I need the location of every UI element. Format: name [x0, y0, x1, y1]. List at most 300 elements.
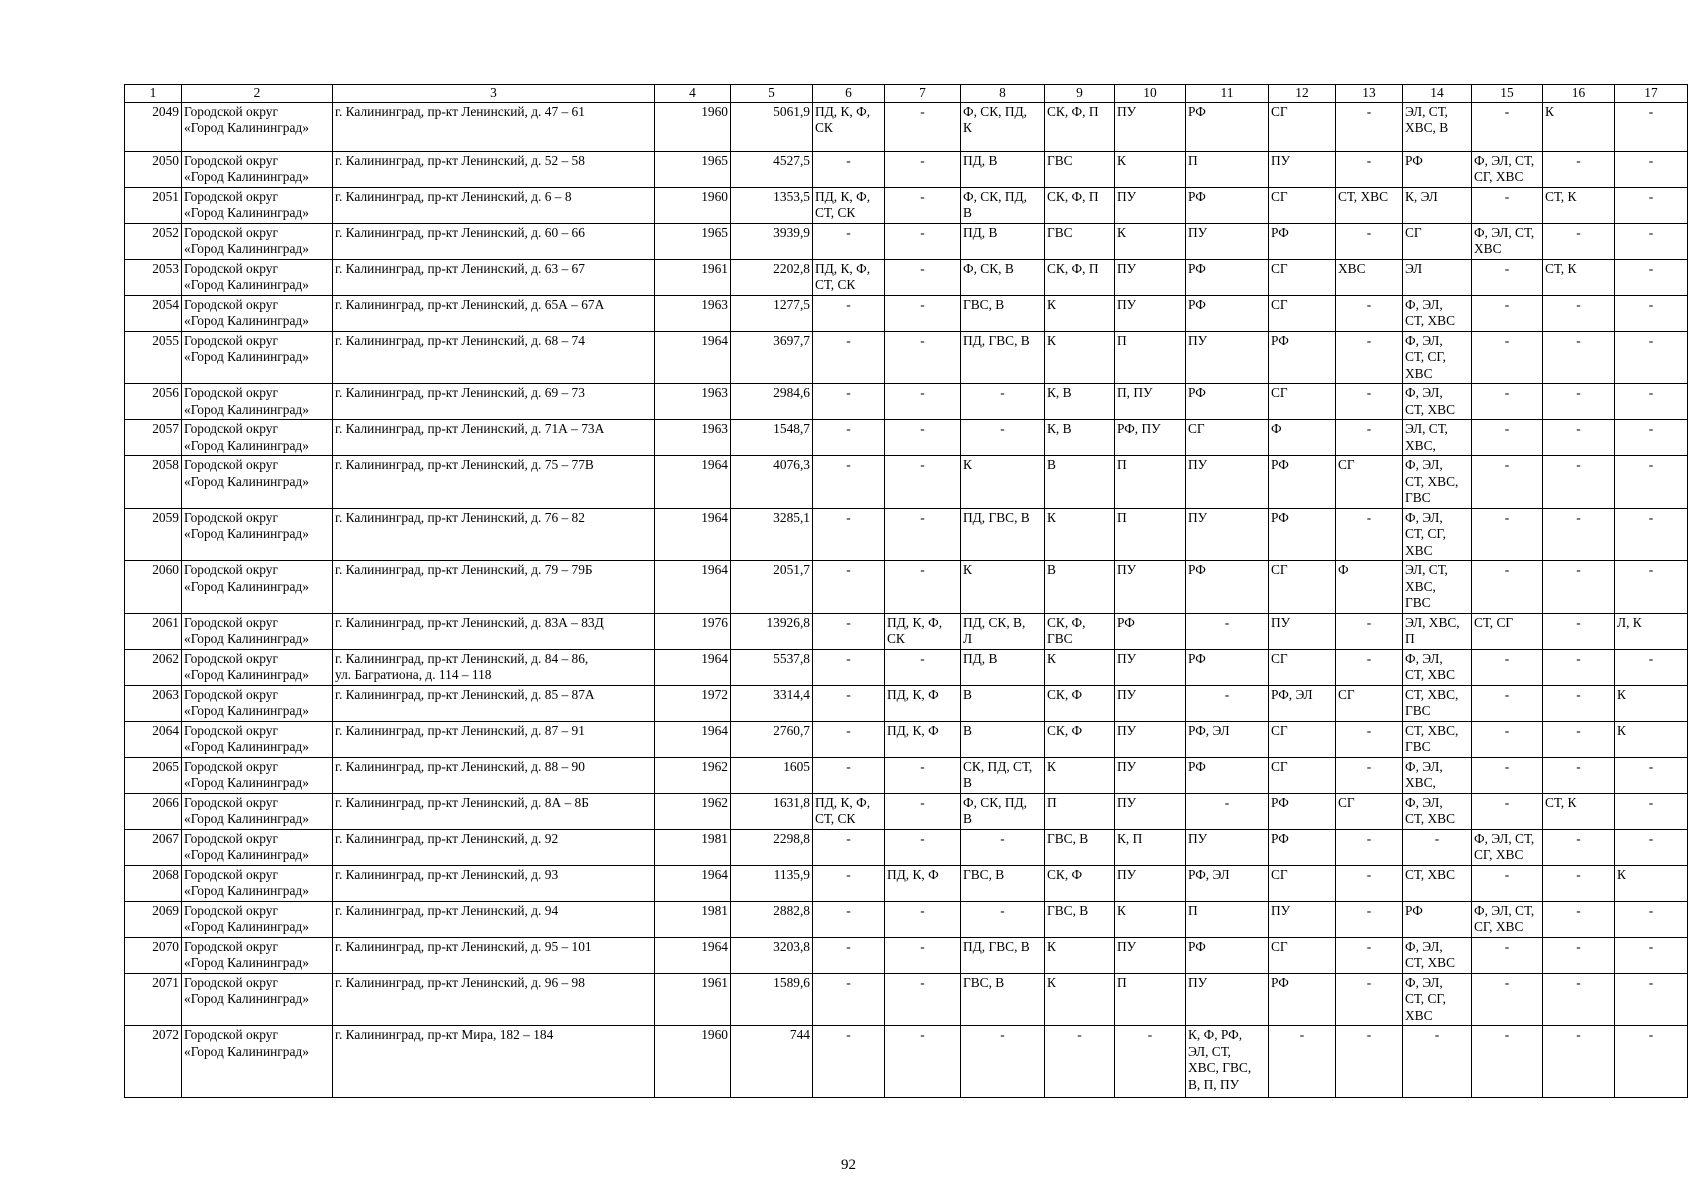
table-cell: г. Калининград, пр-кт Ленинский, д. 92 [333, 829, 655, 865]
table-cell: Л, К [1615, 613, 1688, 649]
table-cell: 2051 [125, 187, 182, 223]
table-cell: 2057 [125, 420, 182, 456]
table-cell: СГ [1269, 721, 1336, 757]
header-cell: 13 [1336, 85, 1403, 103]
table-cell: 744 [731, 1026, 813, 1098]
table-cell: 1960 [655, 1026, 731, 1098]
table-cell: Городской округ «Город Калининград» [182, 151, 333, 187]
table-cell: - [813, 331, 885, 384]
table-cell: ЭЛ, СТ, ХВС, [1403, 420, 1472, 456]
table-cell: 1961 [655, 973, 731, 1026]
table-cell: - [1543, 829, 1615, 865]
table-cell: - [813, 508, 885, 561]
table-cell: - [1336, 865, 1403, 901]
table-cell: - [1615, 295, 1688, 331]
table-cell: г. Калининград, пр-кт Ленинский, д. 63 – 67 [333, 259, 655, 295]
table-cell: - [1543, 420, 1615, 456]
table-cell: - [885, 187, 961, 223]
table-cell: 1964 [655, 508, 731, 561]
table-cell: - [1336, 757, 1403, 793]
table-cell: К, П [1115, 829, 1186, 865]
table-cell: - [885, 151, 961, 187]
table-cell: г. Калининград, пр-кт Ленинский, д. 60 – 66 [333, 223, 655, 259]
table-cell: ГВС, В [961, 865, 1045, 901]
table-cell: г. Калининград, пр-кт Ленинский, д. 65А – 67А [333, 295, 655, 331]
table-cell: 1963 [655, 384, 731, 420]
table-cell: 1962 [655, 793, 731, 829]
table-cell: - [813, 973, 885, 1026]
table-cell: РФ [1186, 937, 1269, 973]
table-cell: 3939,9 [731, 223, 813, 259]
header-cell: 5 [731, 85, 813, 103]
table-cell: - [813, 151, 885, 187]
table-row [125, 420, 1688, 456]
table-cell: ПД, К, Ф, СТ, СК [813, 259, 885, 295]
table-cell: РФ [1186, 259, 1269, 295]
table-cell: СГ [1269, 102, 1336, 151]
table-cell: - [1472, 793, 1543, 829]
table-cell: г. Калининград, пр-кт Ленинский, д. 79 – 79Б [333, 561, 655, 614]
table-cell: Городской округ «Город Калининград» [182, 649, 333, 685]
header-cell: 8 [961, 85, 1045, 103]
table-cell: г. Калининград, пр-кт Ленинский, д. 94 [333, 901, 655, 937]
table-cell: - [813, 901, 885, 937]
table-cell: СГ [1403, 223, 1472, 259]
header-cell: 16 [1543, 85, 1615, 103]
table-cell: - [813, 384, 885, 420]
table-cell: ПУ [1115, 187, 1186, 223]
table-cell: Ф, ЭЛ, СТ, ХВС [1472, 223, 1543, 259]
table-cell: - [1472, 456, 1543, 509]
table-cell: СК, Ф, ГВС [1045, 613, 1115, 649]
table-cell: - [885, 295, 961, 331]
table-row [125, 757, 1688, 793]
table-cell: г. Калининград, пр-кт Ленинский, д. 8А – 8Б [333, 793, 655, 829]
table-cell: СК, Ф, П [1045, 259, 1115, 295]
table-cell: - [1472, 757, 1543, 793]
page-number: 92 [841, 1157, 856, 1173]
table-cell: ПУ [1115, 259, 1186, 295]
table-row [125, 508, 1688, 561]
table-cell: ПУ [1115, 685, 1186, 721]
table-row [125, 331, 1688, 384]
table-cell: ПУ [1115, 295, 1186, 331]
table-cell: Ф, ЭЛ, СТ, ХВС [1403, 937, 1472, 973]
table-cell: - [1336, 613, 1403, 649]
table-cell: К [1045, 757, 1115, 793]
table-cell: К, В [1045, 384, 1115, 420]
table-cell: 1964 [655, 456, 731, 509]
table-cell: К [1115, 901, 1186, 937]
table-cell: К, Ф, РФ, ЭЛ, СТ, ХВС, ГВС, В, П, ПУ [1186, 1026, 1269, 1098]
table-cell: Городской округ «Город Калининград» [182, 561, 333, 614]
table-cell: - [1472, 649, 1543, 685]
table-cell: - [1543, 151, 1615, 187]
table-cell: - [1615, 757, 1688, 793]
table-cell: СГ [1336, 793, 1403, 829]
table-cell: РФ, ЭЛ [1186, 721, 1269, 757]
table-cell: - [813, 295, 885, 331]
table-cell: - [885, 384, 961, 420]
table-row [125, 295, 1688, 331]
table-cell: Городской округ «Город Калининград» [182, 685, 333, 721]
table-cell: - [1543, 649, 1615, 685]
table-cell: - [1472, 561, 1543, 614]
table-cell: - [813, 1026, 885, 1098]
table-cell: - [1336, 384, 1403, 420]
table-cell: - [1336, 295, 1403, 331]
table-cell: ПД, К, Ф, СК [813, 102, 885, 151]
table-cell: РФ [1403, 901, 1472, 937]
table-cell: - [1543, 613, 1615, 649]
table-cell: - [813, 561, 885, 614]
table-cell: - [1543, 973, 1615, 1026]
table-cell: 4527,5 [731, 151, 813, 187]
table-cell: - [1472, 1026, 1543, 1098]
table-cell: Ф, ЭЛ, СТ, ХВС, ГВС [1403, 456, 1472, 509]
table-cell: ПУ [1269, 901, 1336, 937]
table-cell: 2056 [125, 384, 182, 420]
table-cell: г. Калининград, пр-кт Мира, 182 – 184 [333, 1026, 655, 1098]
table-cell: РФ [1186, 561, 1269, 614]
table-cell: - [1472, 295, 1543, 331]
table-cell: - [1336, 721, 1403, 757]
table-cell: - [1615, 223, 1688, 259]
table-cell: Городской округ «Город Калининград» [182, 721, 333, 757]
table-cell: СК, Ф, П [1045, 187, 1115, 223]
table-cell: - [1615, 151, 1688, 187]
table-cell: 2061 [125, 613, 182, 649]
table-cell: Ф, ЭЛ, СТ, ХВС [1403, 793, 1472, 829]
table-cell: ПД, В [961, 223, 1045, 259]
table-cell: - [1543, 937, 1615, 973]
table-cell: К [1115, 223, 1186, 259]
table-cell: ГВС, В [961, 295, 1045, 331]
table-cell: Городской округ «Город Калининград» [182, 901, 333, 937]
table-cell: РФ [1269, 973, 1336, 1026]
table-cell: 2071 [125, 973, 182, 1026]
header-cell: 10 [1115, 85, 1186, 103]
table-cell: К [961, 561, 1045, 614]
table-cell: 1976 [655, 613, 731, 649]
table-cell: К [1543, 102, 1615, 151]
table-row [125, 259, 1688, 295]
table-row [125, 384, 1688, 420]
header-cell: 15 [1472, 85, 1543, 103]
table-cell: ПД, ГВС, В [961, 508, 1045, 561]
header-row [125, 85, 1688, 103]
table-cell: - [1336, 223, 1403, 259]
header-cell: 9 [1045, 85, 1115, 103]
table-cell: СГ [1269, 384, 1336, 420]
table-cell: - [1336, 973, 1403, 1026]
table-cell: - [885, 973, 961, 1026]
table-cell: г. Калининград, пр-кт Ленинский, д. 71А – 73А [333, 420, 655, 456]
table-cell: ПУ [1186, 223, 1269, 259]
table-row [125, 685, 1688, 721]
header-cell: 2 [182, 85, 333, 103]
table-cell: 1964 [655, 561, 731, 614]
table-cell: - [1045, 1026, 1115, 1098]
table-cell: Городской округ «Город Калининград» [182, 384, 333, 420]
table-cell: СТ, ХВС, ГВС [1403, 685, 1472, 721]
table-cell: 1965 [655, 223, 731, 259]
table-cell: 1981 [655, 829, 731, 865]
table-cell: СГ [1336, 685, 1403, 721]
table-cell: Ф, СК, ПД, К [961, 102, 1045, 151]
table-cell: ГВС, В [961, 973, 1045, 1026]
table-cell: - [885, 259, 961, 295]
table-cell: 3697,7 [731, 331, 813, 384]
table-cell: К [961, 456, 1045, 509]
table-cell: - [1543, 223, 1615, 259]
table-cell: Ф, ЭЛ, ХВС, [1403, 757, 1472, 793]
table-cell: - [1543, 901, 1615, 937]
table-cell: К [1045, 331, 1115, 384]
table-cell: - [885, 561, 961, 614]
table-row [125, 102, 1688, 151]
table-cell: - [885, 223, 961, 259]
table-cell: Ф [1336, 561, 1403, 614]
table-cell: - [961, 420, 1045, 456]
header-cell: 7 [885, 85, 961, 103]
table-row [125, 865, 1688, 901]
table-cell: Городской округ «Город Калининград» [182, 259, 333, 295]
table-cell: - [1615, 793, 1688, 829]
table-cell: П [1115, 508, 1186, 561]
table-cell: ПУ [1115, 865, 1186, 901]
table-cell: - [813, 613, 885, 649]
table-cell: - [1336, 508, 1403, 561]
table-cell: г. Калининград, пр-кт Ленинский, д. 93 [333, 865, 655, 901]
table-cell: РФ [1186, 102, 1269, 151]
table-cell: - [1336, 901, 1403, 937]
table-cell: - [1472, 102, 1543, 151]
table-cell: - [1543, 685, 1615, 721]
table-cell: - [1115, 1026, 1186, 1098]
table-cell: ЭЛ [1403, 259, 1472, 295]
table-row [125, 187, 1688, 223]
table-cell: СК, ПД, СТ, В [961, 757, 1045, 793]
table-cell: 5537,8 [731, 649, 813, 685]
table-cell: - [961, 384, 1045, 420]
table-cell: СГ [1269, 295, 1336, 331]
table-cell: г. Калининград, пр-кт Ленинский, д. 68 – 74 [333, 331, 655, 384]
table-cell: СТ, СГ [1472, 613, 1543, 649]
table-cell: ПУ [1115, 937, 1186, 973]
table-cell: 2984,6 [731, 384, 813, 420]
table-cell: - [885, 793, 961, 829]
table-cell: 1981 [655, 901, 731, 937]
table-cell: 1972 [655, 685, 731, 721]
table-cell: ПУ [1186, 829, 1269, 865]
table-cell: Городской округ «Город Калининград» [182, 793, 333, 829]
table-cell: 1631,8 [731, 793, 813, 829]
table-cell: - [813, 757, 885, 793]
table-cell: 1548,7 [731, 420, 813, 456]
table-cell: 2051,7 [731, 561, 813, 614]
table-cell: СГ [1269, 187, 1336, 223]
table-cell: 3285,1 [731, 508, 813, 561]
table-cell: 2053 [125, 259, 182, 295]
table-cell: К [1045, 508, 1115, 561]
table-cell: - [813, 420, 885, 456]
table-cell: РФ [1186, 384, 1269, 420]
table-cell: - [1472, 937, 1543, 973]
table-cell: К [1045, 295, 1115, 331]
table-cell: 3203,8 [731, 937, 813, 973]
table-row [125, 937, 1688, 973]
table-cell: РФ, ЭЛ [1269, 685, 1336, 721]
table-cell: - [1336, 420, 1403, 456]
table-cell: 2063 [125, 685, 182, 721]
table-cell: Городской округ «Город Калининград» [182, 456, 333, 509]
table-cell: - [813, 865, 885, 901]
table-cell: П [1045, 793, 1115, 829]
table-cell: - [1472, 865, 1543, 901]
table-cell: РФ [1186, 757, 1269, 793]
data-table [124, 84, 1688, 1098]
table-cell: СГ [1269, 561, 1336, 614]
table-cell: 2065 [125, 757, 182, 793]
table-cell: 3314,4 [731, 685, 813, 721]
table-cell: - [1472, 508, 1543, 561]
table-cell: г. Калининград, пр-кт Ленинский, д. 96 – 98 [333, 973, 655, 1026]
table-cell: СК, Ф [1045, 865, 1115, 901]
table-cell: - [1615, 456, 1688, 509]
table-cell: Городской округ «Город Калининград» [182, 331, 333, 384]
table-cell: К [1045, 649, 1115, 685]
table-cell: - [1543, 295, 1615, 331]
table-cell: - [1472, 384, 1543, 420]
table-cell: СТ, ХВС, ГВС [1403, 721, 1472, 757]
table-cell: ПУ [1115, 757, 1186, 793]
table-cell: Городской округ «Город Калининград» [182, 865, 333, 901]
table-cell: 2054 [125, 295, 182, 331]
table-cell: 2070 [125, 937, 182, 973]
table-cell: - [1403, 829, 1472, 865]
table-cell: РФ, ЭЛ [1186, 865, 1269, 901]
table-cell: Ф, СК, ПД, В [961, 187, 1045, 223]
table-cell: ПД, В [961, 649, 1045, 685]
table-cell: Ф, ЭЛ, СТ, СГ, ХВС [1472, 151, 1543, 187]
table-row [125, 456, 1688, 509]
table-cell: Городской округ «Город Калининград» [182, 937, 333, 973]
table-cell: Ф, ЭЛ, СТ, ХВС [1403, 295, 1472, 331]
table-cell: РФ [1186, 187, 1269, 223]
table-cell: - [1615, 187, 1688, 223]
table-cell: 1960 [655, 102, 731, 151]
table-cell: - [1543, 384, 1615, 420]
table-row [125, 793, 1688, 829]
table-row [125, 613, 1688, 649]
table-cell: - [885, 102, 961, 151]
table-cell: СК, Ф, П [1045, 102, 1115, 151]
table-cell: СК, Ф [1045, 721, 1115, 757]
table-cell: 2064 [125, 721, 182, 757]
table-cell: ПУ [1115, 793, 1186, 829]
table-cell: ЭЛ, ХВС, П [1403, 613, 1472, 649]
header-cell: 3 [333, 85, 655, 103]
table-cell: В [1045, 561, 1115, 614]
table-cell: ГВС, В [1045, 901, 1115, 937]
table-cell: РФ [1269, 456, 1336, 509]
table-cell: ПД, ГВС, В [961, 937, 1045, 973]
table-cell: - [1336, 649, 1403, 685]
table-cell: - [1336, 937, 1403, 973]
table-cell: Городской округ «Город Калининград» [182, 1026, 333, 1098]
table-cell: РФ [1186, 295, 1269, 331]
table-cell: СГ [1269, 937, 1336, 973]
table-cell: - [961, 829, 1045, 865]
table-cell: П [1186, 151, 1269, 187]
table-cell: СТ, К [1543, 187, 1615, 223]
table-cell: ПУ [1186, 973, 1269, 1026]
table-cell: ПУ [1115, 102, 1186, 151]
table-cell: г. Калининград, пр-кт Ленинский, д. 69 – 73 [333, 384, 655, 420]
table-cell: 2068 [125, 865, 182, 901]
table-cell: - [1615, 937, 1688, 973]
table-cell: - [885, 901, 961, 937]
table-cell: РФ [1269, 223, 1336, 259]
table-cell: К [1615, 685, 1688, 721]
table-cell: Городской округ «Город Калининград» [182, 613, 333, 649]
table-cell: Городской округ «Город Калининград» [182, 508, 333, 561]
table-body [125, 85, 1688, 1098]
table-cell: Ф, ЭЛ, СТ, СГ, ХВС [1472, 901, 1543, 937]
table-cell: В [961, 721, 1045, 757]
table-cell: - [1615, 102, 1688, 151]
table-cell: СТ, К [1543, 793, 1615, 829]
table-cell: СТ, ХВС [1403, 865, 1472, 901]
table-cell: Ф, ЭЛ, СТ, ХВС [1403, 384, 1472, 420]
table-cell: - [813, 685, 885, 721]
table-cell: ПУ [1269, 613, 1336, 649]
table-cell: РФ [1403, 151, 1472, 187]
table-cell: - [1615, 973, 1688, 1026]
table-cell: СТ, ХВС [1336, 187, 1403, 223]
table-cell: 2052 [125, 223, 182, 259]
table-cell: К, ЭЛ [1403, 187, 1472, 223]
table-cell: 1277,5 [731, 295, 813, 331]
table-cell: Городской округ «Город Калининград» [182, 102, 333, 151]
table-cell: - [813, 456, 885, 509]
table-cell: - [1543, 456, 1615, 509]
table-cell: - [1543, 1026, 1615, 1098]
table-cell: - [1615, 561, 1688, 614]
table-row [125, 973, 1688, 1026]
table-cell: 2298,8 [731, 829, 813, 865]
table-cell: Городской округ «Город Калининград» [182, 757, 333, 793]
table-cell: ПУ [1115, 649, 1186, 685]
table-cell: 1965 [655, 151, 731, 187]
table-cell: - [885, 508, 961, 561]
table-cell: РФ, ПУ [1115, 420, 1186, 456]
table-cell: ГВС [1045, 151, 1115, 187]
table-cell: 2202,8 [731, 259, 813, 295]
table-cell: СГ [1269, 649, 1336, 685]
table-cell: - [1472, 331, 1543, 384]
table-cell: 1964 [655, 721, 731, 757]
table-cell: 2060 [125, 561, 182, 614]
table-cell: РФ [1269, 829, 1336, 865]
table-cell: Ф, ЭЛ, СТ, СГ, ХВС [1403, 508, 1472, 561]
table-cell: К [1615, 721, 1688, 757]
table-cell: 2067 [125, 829, 182, 865]
table-cell: ПД, СК, В, Л [961, 613, 1045, 649]
table-cell: К [1045, 937, 1115, 973]
table-cell: СГ [1269, 259, 1336, 295]
